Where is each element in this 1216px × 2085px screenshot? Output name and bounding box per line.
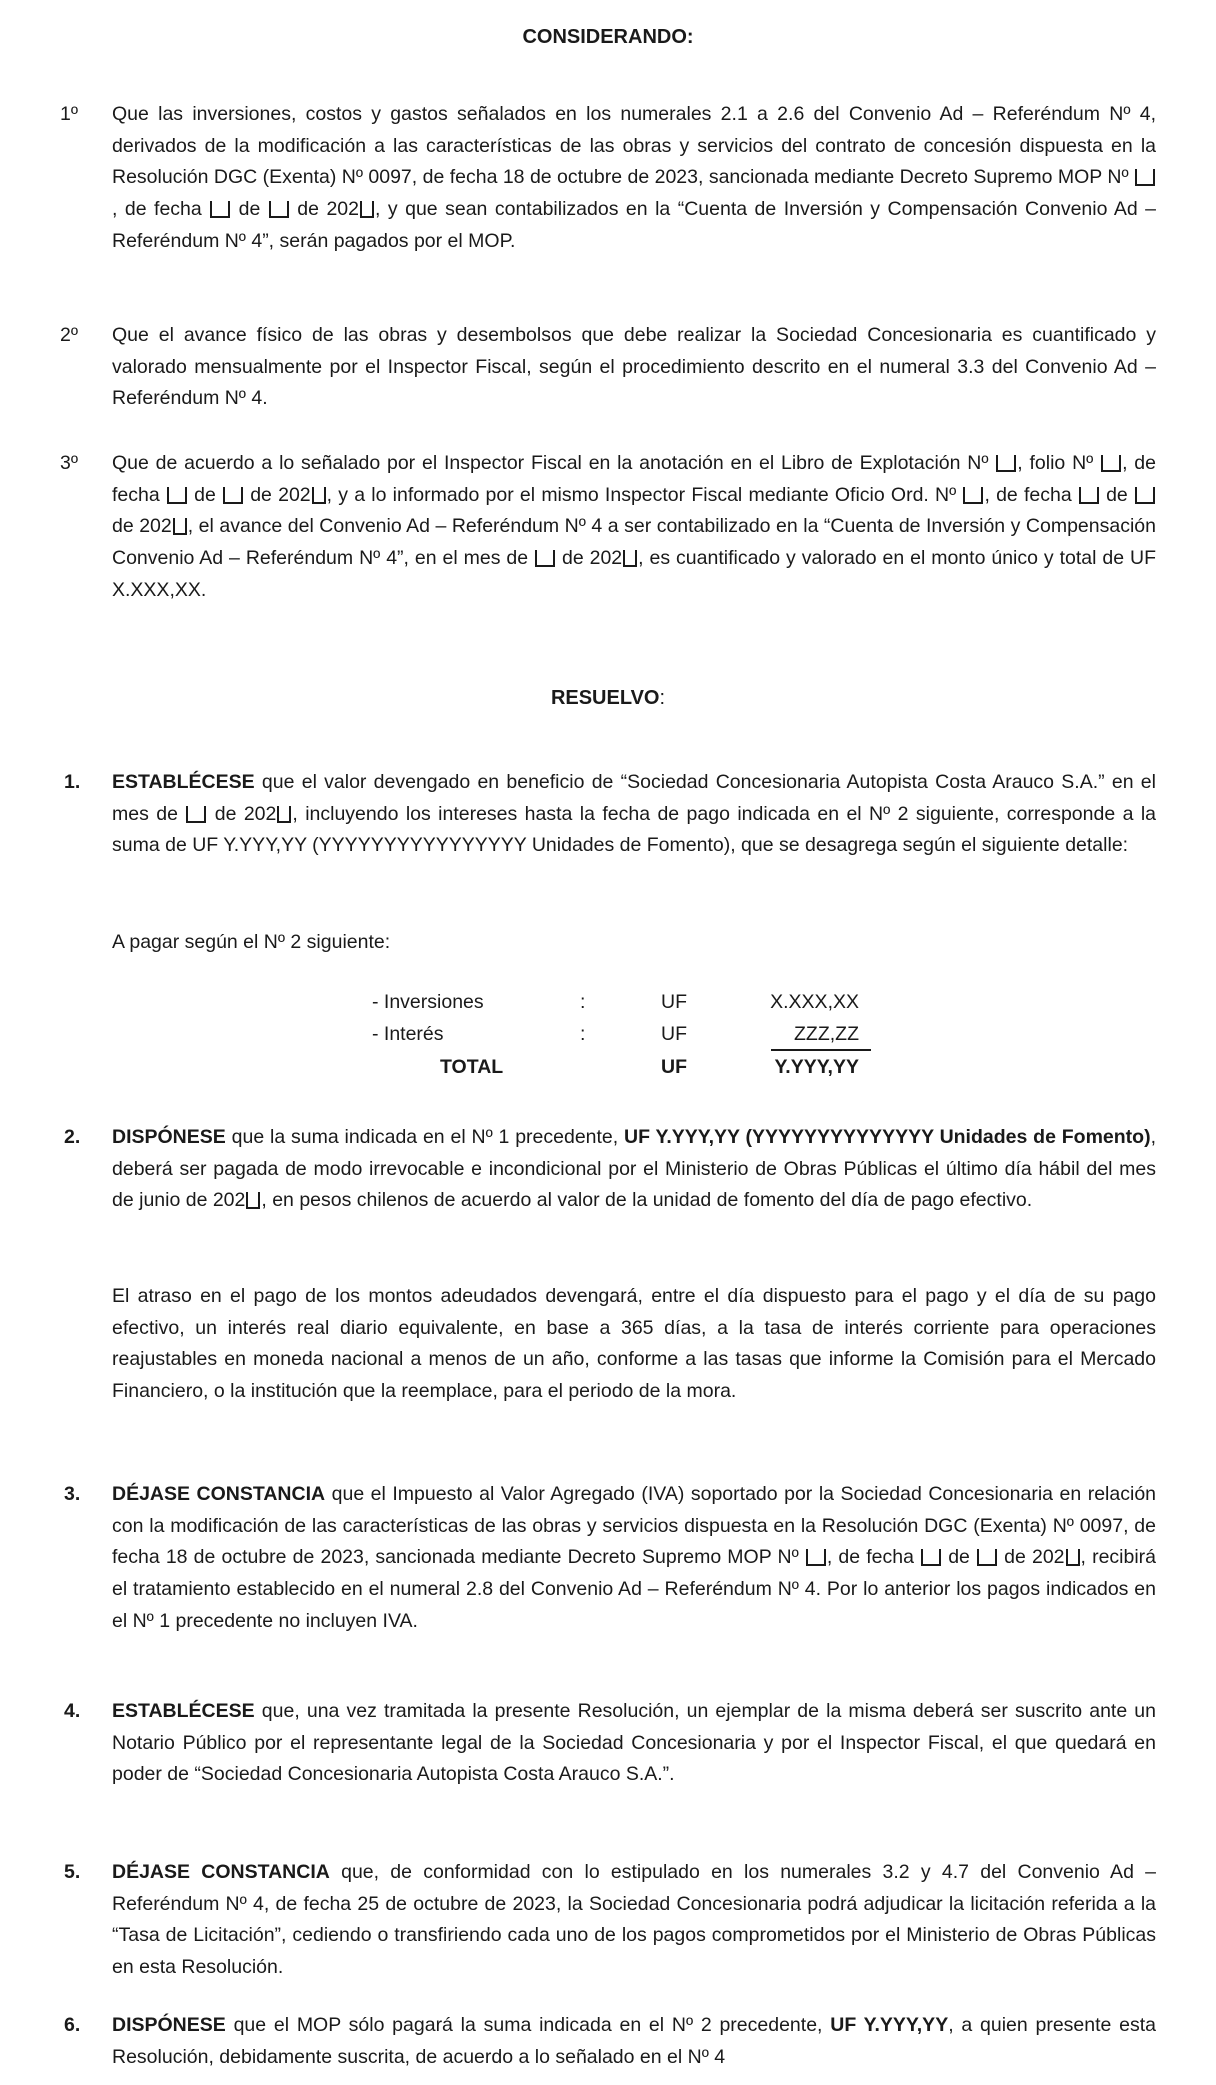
blank-field <box>1066 1549 1080 1566</box>
total-label: TOTAL <box>440 1056 504 1078</box>
blank-field <box>1135 169 1155 186</box>
blank-field <box>277 806 291 823</box>
row-value: X.XXX,XX <box>770 991 859 1013</box>
item-number: 1º <box>60 103 78 125</box>
blank-field <box>1079 487 1099 504</box>
item-text: Que el avance físico de las obras y desembolsos que debe realizar la Sociedad Concesionaria es cuantificado y valorado mensualmente por el Inspector Fiscal, según el procedimiento descrito en el numeral 3.3 del Convenio Ad – Referéndum Nº 4. <box>112 324 1156 410</box>
blank-field <box>173 518 187 535</box>
item-number: 2. <box>64 1126 81 1148</box>
blank-field <box>977 1549 997 1566</box>
blank-field <box>167 487 187 504</box>
item-number: 6. <box>64 2014 81 2036</box>
late-payment-paragraph: El atraso en el pago de los montos adeudados devengará, entre el día dispuesto para el pago y el día de su pago efectivo, un interés real diario equivalente, en base a 365 días, a la tasa de interés corriente para operaciones reajustables en moneda nacional a menos de un año, conforme a las tasas que informe la Comisión para el Mercado Financiero, o la institución que la reemplace, para el periodo de la mora. <box>112 1285 1156 1403</box>
item-number: 5. <box>64 1861 81 1883</box>
item-number: 4. <box>64 1700 81 1722</box>
row-unit: UF <box>661 991 687 1013</box>
blank-field <box>1135 487 1155 504</box>
item-text: Que de acuerdo a lo señalado por el Inspector Fiscal en la anotación en el Libro de Explotación Nº , folio Nº , de fecha de de 202 , y a lo informado por el mismo Inspector Fiscal mediante Oficio Ord. Nº , de fecha de de 202 , el avance del Convenio Ad – Referéndum Nº 4 a ser contabilizado en la “Cuenta de Inversión y Compensación Convenio Ad – Referéndum Nº 4”, en el mes de de 202 , es cuantificado y valorado en el monto único y total de UF X.XXX,XX. <box>112 452 1157 601</box>
blank-field <box>312 487 326 504</box>
blank-field <box>269 201 289 218</box>
item-text: Que las inversiones, costos y gastos señalados en los numerales 2.1 a 2.6 del Convenio Ad – Referéndum Nº 4, derivados de la modificación a las características de las obras y servicios del contrato de concesión dispuesta en la Resolución DGC (Exenta) Nº 0097, de fecha 18 de octubre de 2023, sancionada mediante Decreto Supremo MOP Nº , de fecha de de 202 , y que sean contabilizados en la “Cuenta de Inversión y Compensación Convenio Ad – Referéndum Nº 4”, serán pagados por el MOP. <box>112 103 1156 252</box>
total-value: Y.YYY,YY <box>774 1056 859 1078</box>
row-value: ZZZ,ZZ <box>794 1023 859 1045</box>
blank-field <box>623 550 637 567</box>
payment-intro: A pagar según el Nº 2 siguiente: <box>112 931 391 953</box>
blank-field <box>806 1549 826 1566</box>
item-text: ESTABLÉCESE que el valor devengado en beneficio de “Sociedad Concesionaria Autopista Costa Arauco S.A.” en el mes de de 202 , incluyendo los intereses hasta la fecha de pago indicada en el Nº 2 siguiente, corresponde a la suma de UF Y.YYY,YY (YYYYYYYYYYYYYYYY Unidades de Fomento), que se desagrega según el siguiente detalle: <box>112 771 1156 857</box>
row-sep: : <box>580 1023 586 1045</box>
total-unit: UF <box>661 1056 687 1078</box>
row-label: - Inversiones <box>372 991 484 1013</box>
blank-field <box>921 1549 941 1566</box>
considerando-heading: CONSIDERANDO: <box>522 26 694 48</box>
blank-field <box>223 487 243 504</box>
resuelvo-heading: RESUELVO: <box>550 687 666 709</box>
row-sep: : <box>580 991 586 1013</box>
blank-field <box>246 1192 260 1209</box>
item-number: 3º <box>60 452 78 474</box>
blank-field <box>996 455 1016 472</box>
blank-field <box>360 201 374 218</box>
item-number: 1. <box>64 771 81 793</box>
row-unit: UF <box>661 1023 687 1045</box>
blank-field <box>1101 455 1121 472</box>
blank-field <box>535 550 555 567</box>
item-number: 3. <box>64 1483 81 1505</box>
blank-field <box>963 487 983 504</box>
item-text: DISPÓNESE que el MOP sólo pagará la suma indicada en el Nº 2 precedente, UF Y.YYY,YY, a quien presente esta Resolución, debidamente suscrita, de acuerdo a lo señalado en el Nº 4 <box>112 2014 1156 2068</box>
item-text: DISPÓNESE que la suma indicada en el Nº 1 precedente, UF Y.YYY,YY (YYYYYYYYYYYYYY Unidades de Fomento), deberá ser pagada de modo irrevocable e incondicional por el Ministerio de Obras Públicas el último día hábil del mes de junio de 202 , en pesos chilenos de acuerdo al valor de la unidad de fomento del día de pago efectivo. <box>112 1126 1156 1212</box>
item-number: 2º <box>60 324 78 346</box>
row-label: - Interés <box>372 1023 444 1045</box>
item-text: DÉJASE CONSTANCIA que, de conformidad con lo estipulado en los numerales 3.2 y 4.7 del Convenio Ad – Referéndum Nº 4, de fecha 25 de octubre de 2023, la Sociedad Concesionaria podrá adjudicar la licitación referida a la “Tasa de Licitación”, cediendo o transfiriendo cada uno de los pagos comprometidos por el Ministerio de Obras Públicas en esta Resolución. <box>112 1861 1157 1979</box>
item-text: ESTABLÉCESE que, una vez tramitada la presente Resolución, un ejemplar de la misma deberá ser suscrito ante un Notario Público por el representante legal de la Sociedad Concesionaria y por el Inspector Fiscal, el que quedará en poder de “Sociedad Concesionaria Autopista Costa Arauco S.A.”. <box>112 1700 1156 1786</box>
blank-field <box>186 806 206 823</box>
item-text: DÉJASE CONSTANCIA que el Impuesto al Valor Agregado (IVA) soportado por la Sociedad Concesionaria en relación con la modificación de las características de las obras y servicios dispuesta en la Resolución DGC (Exenta) Nº 0097, de fecha 18 de octubre de 2023, sancionada mediante Decreto Supremo MOP Nº , de fecha de de 202 , recibirá el tratamiento establecido en el numeral 2.8 del Convenio Ad – Referéndum Nº 4. Por lo anterior los pagos indicados en el Nº 1 precedente no incluyen IVA. <box>112 1483 1157 1632</box>
blank-field <box>210 201 230 218</box>
